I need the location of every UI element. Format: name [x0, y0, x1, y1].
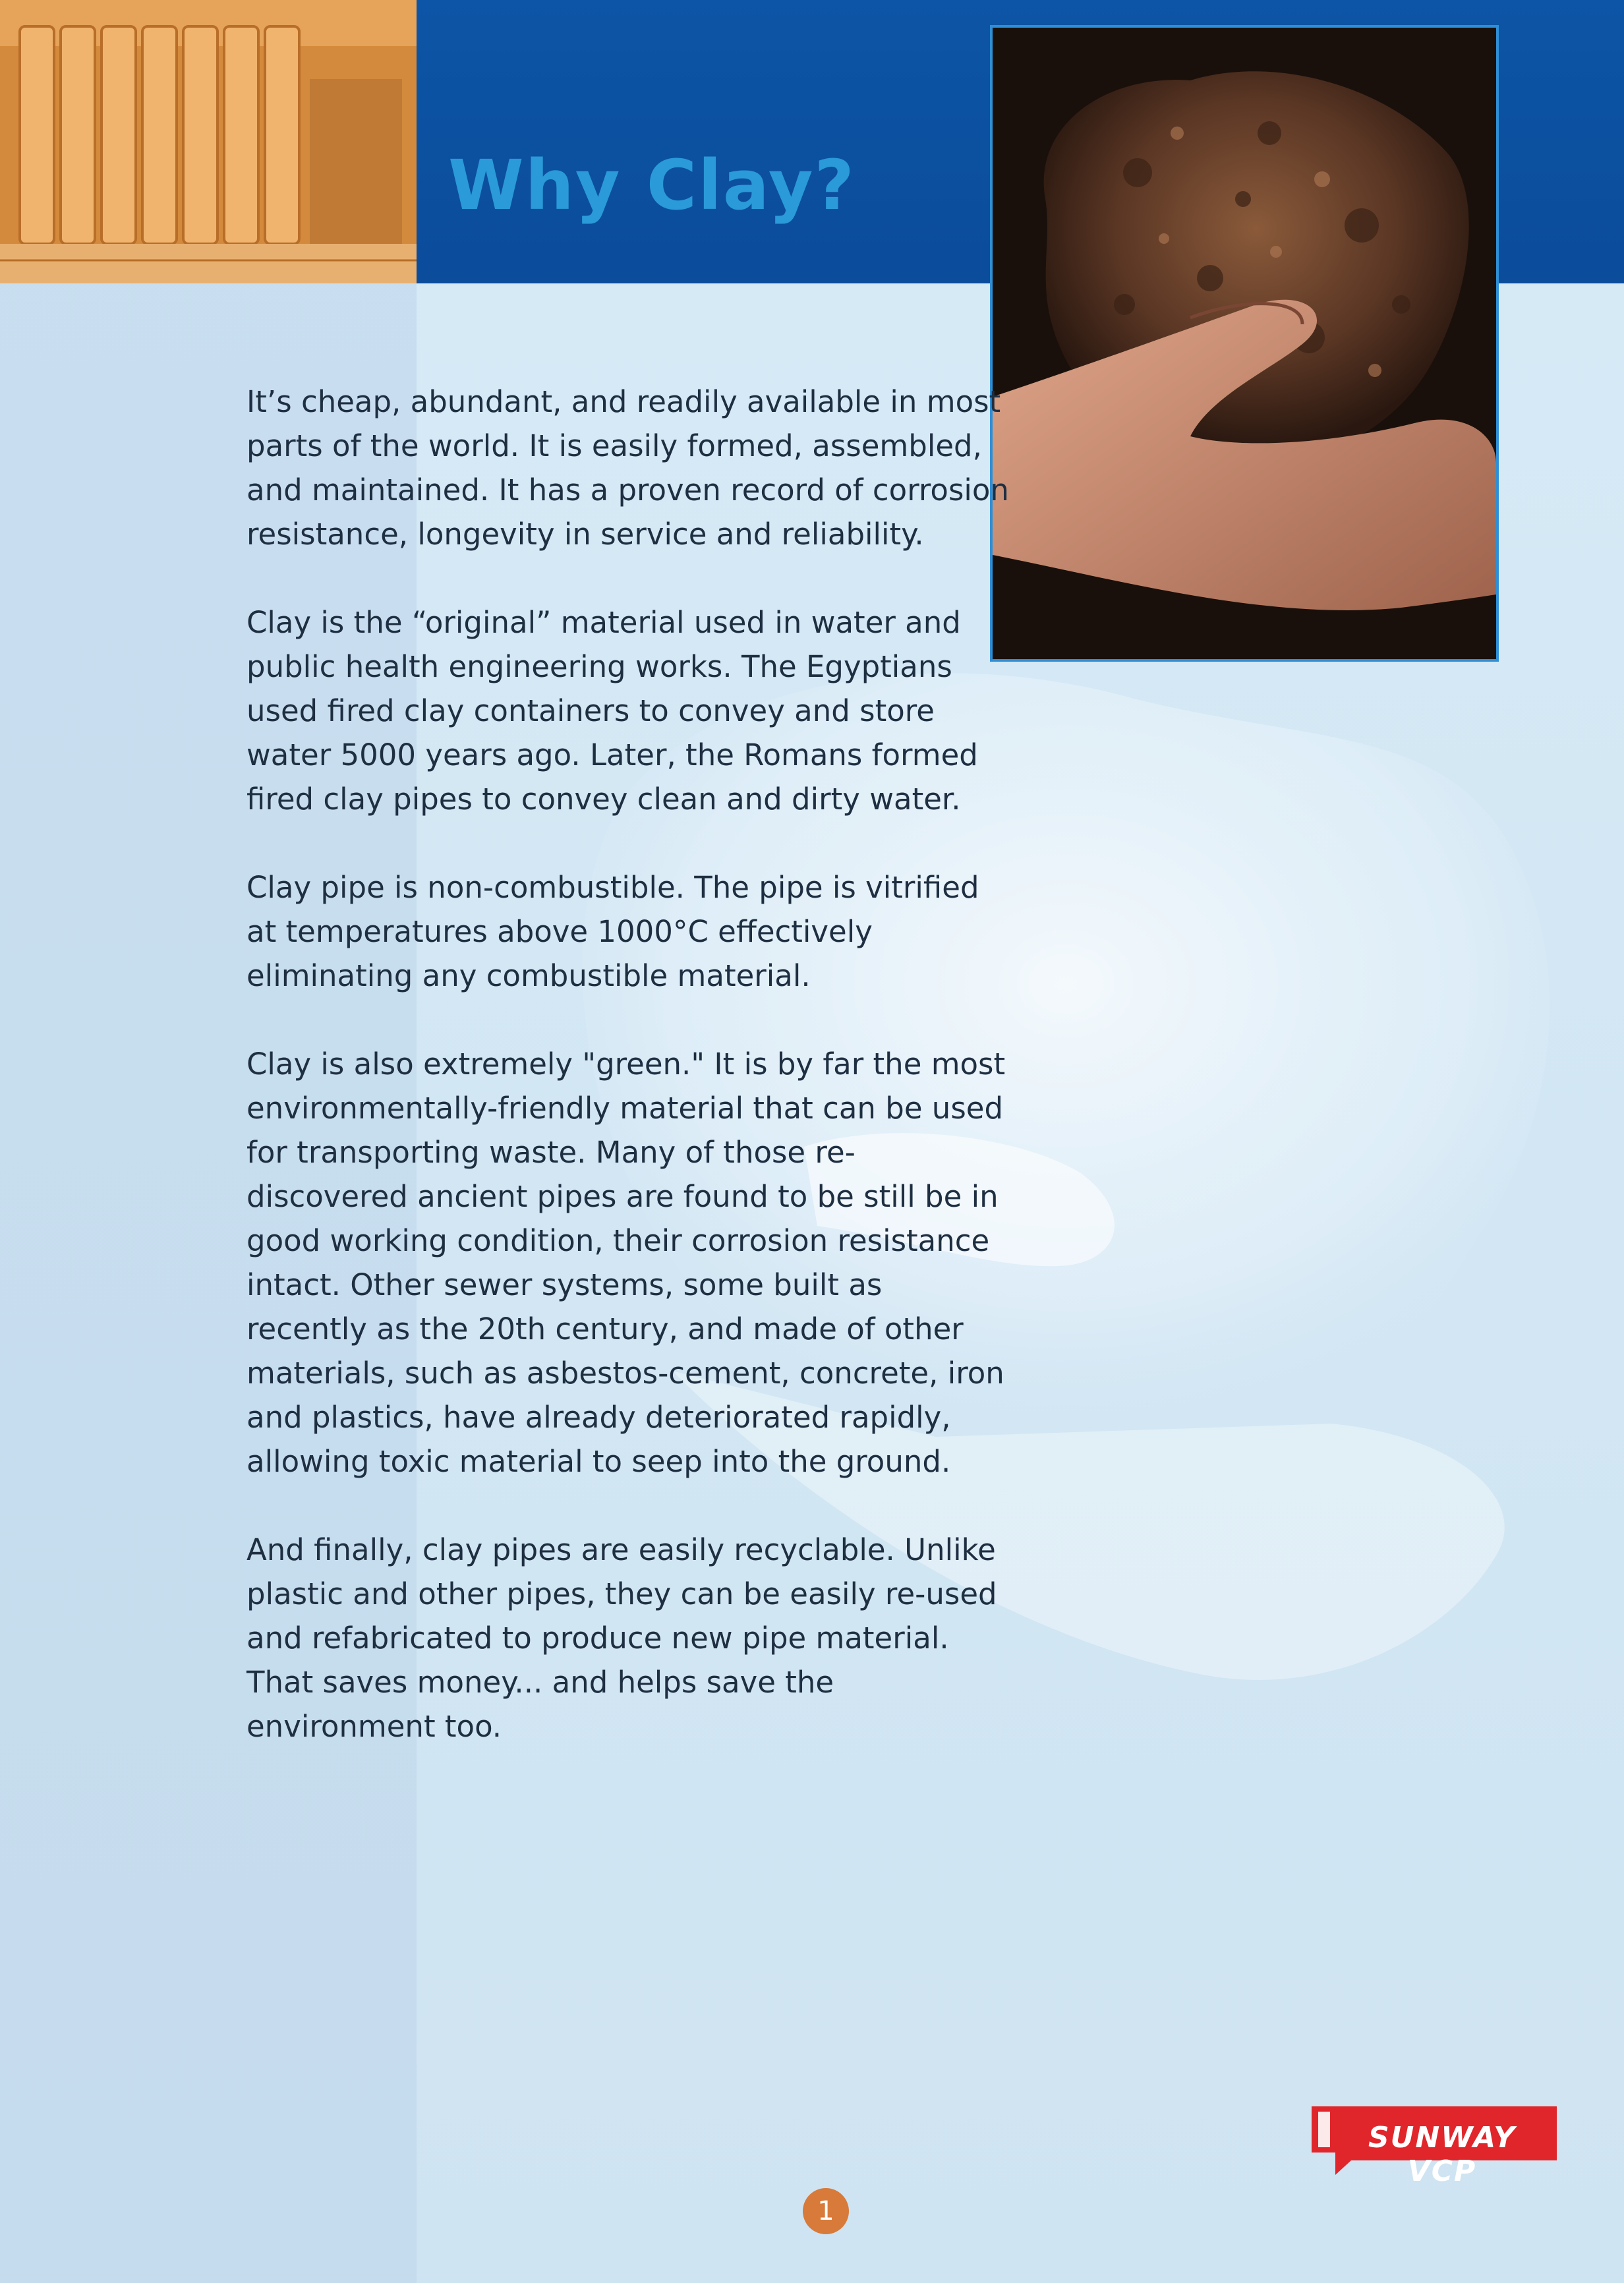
page-title: Why Clay?: [448, 145, 856, 225]
clay-rock-photo: [990, 25, 1499, 662]
paragraph-why-clay-intro: It’s cheap, abundant, and readily available in most parts of the world. It is easily formed, assembled, and maintained. It has a proven record of corrosion resistance, longevity in service and reliability.: [246, 384, 1009, 552]
sunway-vcp-logo: [1312, 2106, 1557, 2188]
logo-text: SUNWAY VCP: [1368, 2121, 1517, 2188]
header-factory-photo: [0, 0, 417, 283]
paragraph-green: Clay is also extremely "green." It is by far the most environmentally-friendly material that can be used for transporting waste. Many of those re-discovered ancient pipes are found to be still be in good working condition, their corrosion resistance intact. Other sewer systems, some built as recently as the 20th century, and made of other materials, such as asbestos-cement, concrete, iron and plastics, have already deteriorated rapidly, allowing toxic material to seep into the ground.: [246, 1047, 1006, 1479]
paragraph-history: Clay is the “original” material used in water and public health engineering works. The Egyptians used fired clay containers to convey and store water 5000 years ago. Later, the Romans formed fired clay pipes to convey clean and dirty water.: [246, 605, 978, 817]
body-text: [246, 380, 1011, 1793]
paragraph-non-combustible: Clay pipe is non-combustible. The pipe is vitrified at temperatures above 1000°C effectively eliminating any combustible material.: [246, 870, 979, 993]
paragraph-recyclable: And finally, clay pipes are easily recyclable. Unlike plastic and other pipes, they can be easily re-used and refabricated to produce new pipe material. That saves money... and helps save the environment too.: [246, 1532, 997, 1744]
page-number-badge: 1: [803, 2188, 849, 2234]
